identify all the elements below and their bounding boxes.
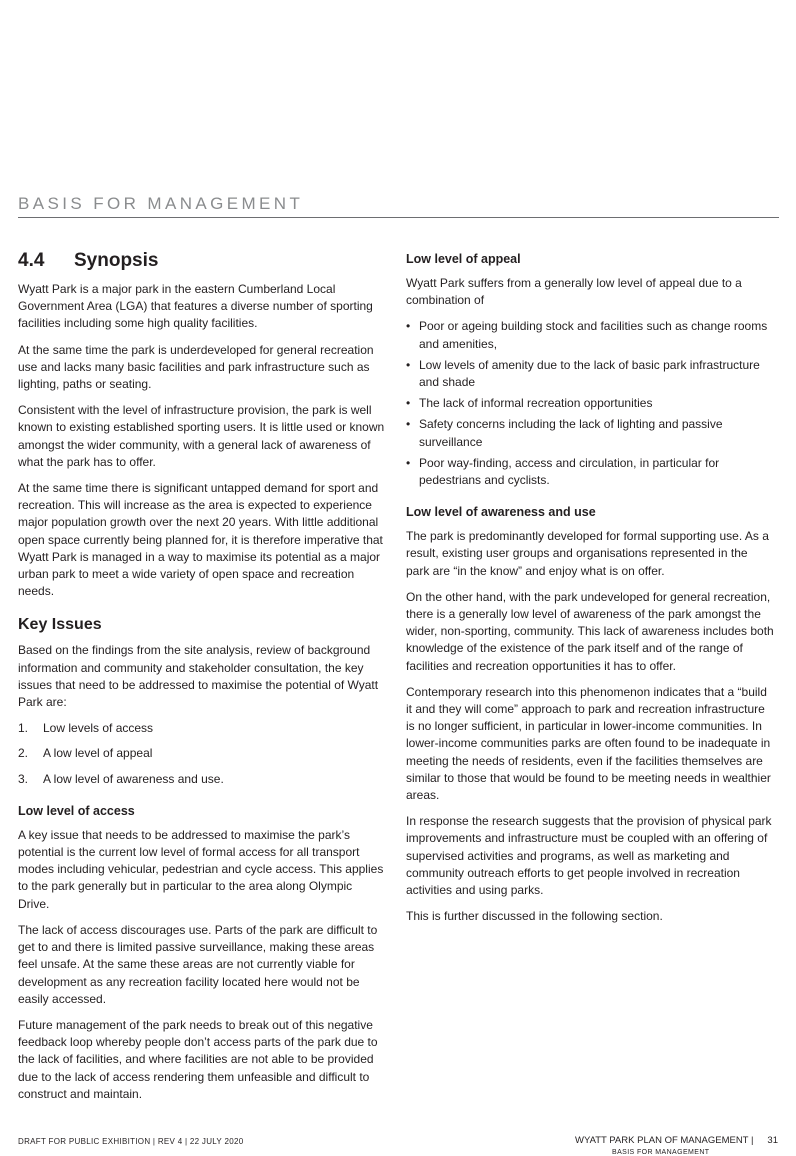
list-item	[406, 357, 774, 391]
bullet-icon: •	[406, 396, 411, 411]
awareness-paragraph: On the other hand, with the park undeveloped for general recreation, there is a generally low level of awareness of the park amongst the wider, non-sporting, community. This lack of awareness includes both knowledge of the existence of the park itself and of the range of facilities and recreation opportunities it has to offer.	[406, 589, 774, 673]
bullet-icon: •	[406, 319, 411, 334]
page-number: 31	[767, 1135, 778, 1146]
access-paragraph: A key issue that needs to be addressed to maximise the park’s potential is the current low level of formal access for all transport modes including vehicular, pedestrian and cycle access. This applies to the park generally but in particular to the area along Olympic Drive.	[18, 827, 384, 911]
footer-document-title	[575, 1135, 778, 1146]
access-paragraph: The lack of access discourages use. Parts of the park are difficult to get to and there is limited passive surveillance, making these areas feel unsafe. At the same these areas are not currently viable for development as any recreation facility located here would not be easily accessed.	[18, 922, 378, 1006]
awareness-paragraph: Contemporary research into this phenomenon indicates that a “build it and they will come” approach to park and recreation infrastructure is no longer sufficient, in particular in lower-income communities. In lower-income communities parks are often found to be inadequate in meeting the needs of residents, even if the facilities themselves are similar to those that would be found to be meeting needs in wealthier areas.	[406, 684, 771, 803]
synopsis-number: 4.4	[18, 250, 45, 271]
appeal-bullet-list	[406, 318, 774, 489]
appeal-heading: Low level of appeal	[406, 252, 521, 266]
list-text: Safety concerns including the lack of lighting and passive surveillance	[419, 417, 723, 449]
key-issues-heading: Key Issues	[18, 616, 102, 634]
awareness-heading: Low level of awareness and use	[406, 505, 596, 520]
synopsis-title: Synopsis	[74, 250, 159, 271]
synopsis-paragraph: Consistent with the level of infrastructure provision, the park is well known to existing established sporting users. It is little used or known amongst the wider community, with a general lack of awareness of what the park has to offer.	[18, 403, 385, 469]
synopsis-paragraph: At the same time the park is underdeveloped for general recreation use and lacks many basic facilities and park infrastructure such as lighting, paths or seating.	[18, 342, 374, 392]
synopsis-heading	[18, 250, 386, 272]
list-text: The lack of informal recreation opportunities	[419, 396, 653, 411]
section-title: BASIS FOR MANAGEMENT	[18, 194, 304, 213]
bullet-icon: •	[406, 455, 411, 470]
list-text: Poor way-finding, access and circulation, in particular for pedestrians and cyclists.	[419, 455, 720, 488]
appeal-intro: Wyatt Park suffers from a generally low level of appeal due to a combination of	[406, 276, 742, 308]
list-text: A low level of appeal	[43, 746, 153, 761]
list-item	[406, 455, 774, 489]
list-text: Low levels of amenity due to the lack of basic park infrastructure and shade	[419, 357, 760, 390]
list-number: 2.	[18, 746, 29, 761]
footer-draft-label: DRAFT FOR PUBLIC EXHIBITION | REV 4 | 22 JULY 2020	[18, 1137, 244, 1146]
access-heading: Low level of access	[18, 803, 135, 818]
list-number: 1.	[18, 721, 29, 736]
synopsis-paragraph: Wyatt Park is a major park in the eastern Cumberland Local Government Area (LGA) that features a diverse number of sporting facilities including some high quality facilities.	[18, 282, 373, 331]
key-issues-list	[18, 720, 386, 788]
list-text: A low level of awareness and use.	[43, 771, 224, 786]
list-text: Low levels of access	[43, 721, 154, 736]
list-item	[406, 416, 774, 450]
list-item	[18, 745, 386, 762]
list-text: Poor or ageing building stock and facilities such as change rooms and amenities,	[419, 319, 768, 351]
awareness-paragraph: This is further discussed in the following section.	[406, 909, 663, 924]
awareness-paragraph: In response the research suggests that the provision of physical park improvements and infrastructure must be coupled with an offering of supervised activities and programs, as well as marketing and community outreach efforts to get people involved in recreation activities and using parks.	[406, 814, 772, 898]
access-paragraph: Future management of the park needs to break out of this negative feedback loop whereby people don’t access parts of the park due to the lack of facilities, and where facilities are not able to be provided due to the lack of access rendering them unfeasible and difficult to construct and maintain.	[18, 1017, 378, 1101]
footer-title: WYATT PARK PLAN OF MANAGEMENT |	[575, 1135, 754, 1146]
right-column	[406, 252, 774, 935]
list-item	[406, 318, 774, 352]
list-number: 3.	[18, 771, 29, 786]
header-rule	[18, 217, 779, 218]
list-item	[18, 720, 386, 737]
footer-section-label: BASIS FOR MANAGEMENT	[612, 1149, 710, 1156]
left-column	[18, 248, 386, 1112]
awareness-paragraph: The park is predominantly developed for formal supporting use. As a result, existing user groups and organisations represented in the park are “in the know” and enjoy what is on offer.	[406, 529, 769, 578]
list-item	[406, 395, 774, 412]
list-item	[18, 771, 386, 788]
bullet-icon: •	[406, 417, 411, 432]
synopsis-paragraph: At the same time there is significant untapped demand for sport and recreation. This will increase as the area is expected to experience major population growth over the next 20 years. With little additional open space currently being planned for, it is therefore imperative that Wyatt Park is managed in a way to maximise its potential as a major urban park to meet a wide variety of open space and recreation needs.	[18, 481, 383, 599]
key-issues-intro: Based on the findings from the site analysis, review of background information and community and stakeholder consultation, the key issues that need to be addressed to maximise the potential of Wyatt Park are:	[18, 643, 379, 710]
bullet-icon: •	[406, 357, 411, 372]
